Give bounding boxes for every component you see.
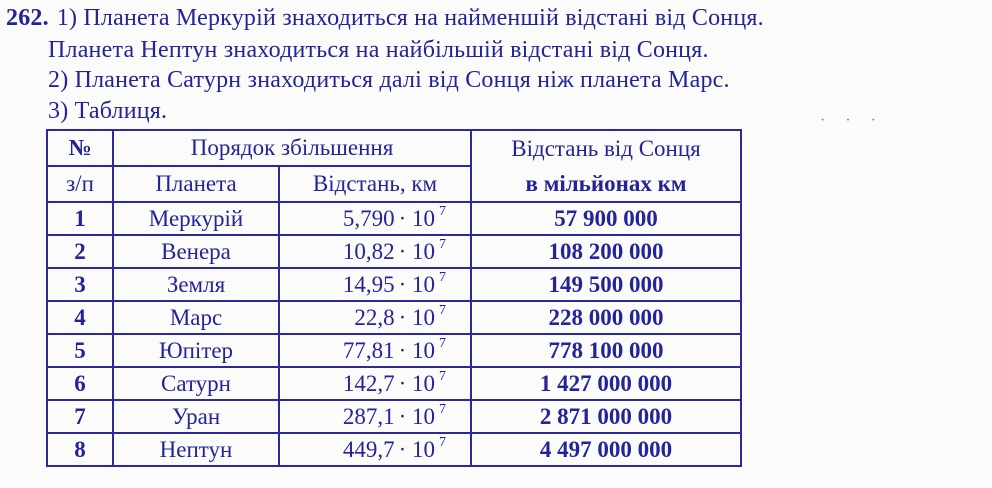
row-number: 3: [47, 268, 113, 301]
distance-multiplier: · 10: [398, 271, 436, 297]
header-order: Порядок збільшення: [113, 130, 471, 166]
distance-millions: 2 871 000 000: [471, 400, 741, 433]
table-header-row-1: [47, 130, 741, 166]
distance-millions: 228 000 000: [471, 301, 741, 334]
distance-scientific: [279, 433, 471, 466]
planet-name: Венера: [113, 235, 279, 268]
task-text-1: 1) Планета Меркурій знаходиться на найменшій відстані від Сонця.: [56, 5, 764, 31]
task-line-4: 3) Таблиця.: [48, 98, 168, 124]
row-number: 2: [47, 235, 113, 268]
distance-mantissa: 77,81: [342, 337, 395, 363]
row-number: 8: [47, 433, 113, 466]
task-number: 262.: [6, 5, 49, 31]
header-planet: Планета: [113, 166, 279, 202]
header-no-top: №: [47, 130, 113, 166]
distance-exponent: 7: [439, 302, 447, 318]
table-row: [47, 202, 741, 235]
table-row: [47, 301, 741, 334]
distance-multiplier: · 10: [398, 370, 436, 396]
distance-mantissa: 287,1: [342, 403, 395, 429]
distance-exponent: 7: [439, 368, 447, 384]
distance-scientific: [279, 367, 471, 400]
header-millions-2: в мільйонах км: [471, 166, 741, 202]
distance-exponent: 7: [439, 434, 447, 450]
planet-name: Юпітер: [113, 334, 279, 367]
distance-millions: 149 500 000: [471, 268, 741, 301]
distance-exponent: 7: [439, 335, 447, 351]
row-number: 6: [47, 367, 113, 400]
distance-multiplier: · 10: [398, 337, 436, 363]
table-header-row-2: [47, 166, 741, 202]
table-row: [47, 367, 741, 400]
distance-mantissa: 449,7: [342, 436, 395, 462]
row-number: 4: [47, 301, 113, 334]
distance-millions: 108 200 000: [471, 235, 741, 268]
distance-millions: 1 427 000 000: [471, 367, 741, 400]
task-line-3: 2) Планета Сатурн знаходиться далі від Сонця ніж планета Марс.: [48, 67, 730, 93]
distance-mantissa: 142,7: [342, 370, 395, 396]
table-row: [47, 268, 741, 301]
distance-millions: 4 497 000 000: [471, 433, 741, 466]
planet-name: Уран: [113, 400, 279, 433]
table-row: [47, 235, 741, 268]
distance-scientific: [279, 235, 471, 268]
distance-scientific: [279, 202, 471, 235]
distance-scientific: [279, 400, 471, 433]
table-row: [47, 433, 741, 466]
planet-name: Земля: [113, 268, 279, 301]
distance-exponent: 7: [439, 269, 447, 285]
planet-name: Сатурн: [113, 367, 279, 400]
distance-multiplier: · 10: [398, 436, 436, 462]
planets-table: [46, 129, 742, 467]
distance-mantissa: 22,8: [354, 304, 395, 330]
distance-multiplier: · 10: [398, 205, 436, 231]
task-line-2: Планета Нептун знаходиться на найбільшій відстані від Сонця.: [48, 37, 709, 63]
header-millions-1: Відстань від Сонця: [471, 130, 741, 166]
planet-name: Марс: [113, 301, 279, 334]
distance-mantissa: 5,790: [342, 205, 395, 231]
distance-multiplier: · 10: [398, 238, 436, 264]
task-line-1: [6, 4, 764, 32]
distance-mantissa: 14,95: [342, 271, 395, 297]
distance-exponent: 7: [439, 203, 447, 219]
table-row: [47, 400, 741, 433]
distance-multiplier: · 10: [398, 304, 436, 330]
planet-name: Меркурій: [113, 202, 279, 235]
table-body: [47, 202, 741, 466]
distance-scientific: [279, 268, 471, 301]
row-number: 1: [47, 202, 113, 235]
decorative-dots: · · ·: [820, 112, 884, 129]
row-number: 5: [47, 334, 113, 367]
distance-exponent: 7: [439, 236, 447, 252]
distance-scientific: [279, 301, 471, 334]
planet-name: Нептун: [113, 433, 279, 466]
distance-mantissa: 10,82: [342, 238, 395, 264]
table-row: [47, 334, 741, 367]
distance-millions: 57 900 000: [471, 202, 741, 235]
row-number: 7: [47, 400, 113, 433]
header-no-bottom: з/п: [47, 166, 113, 202]
header-distance: Відстань, км: [279, 166, 471, 202]
distance-millions: 778 100 000: [471, 334, 741, 367]
distance-scientific: [279, 334, 471, 367]
distance-exponent: 7: [439, 401, 447, 417]
distance-multiplier: · 10: [398, 403, 436, 429]
